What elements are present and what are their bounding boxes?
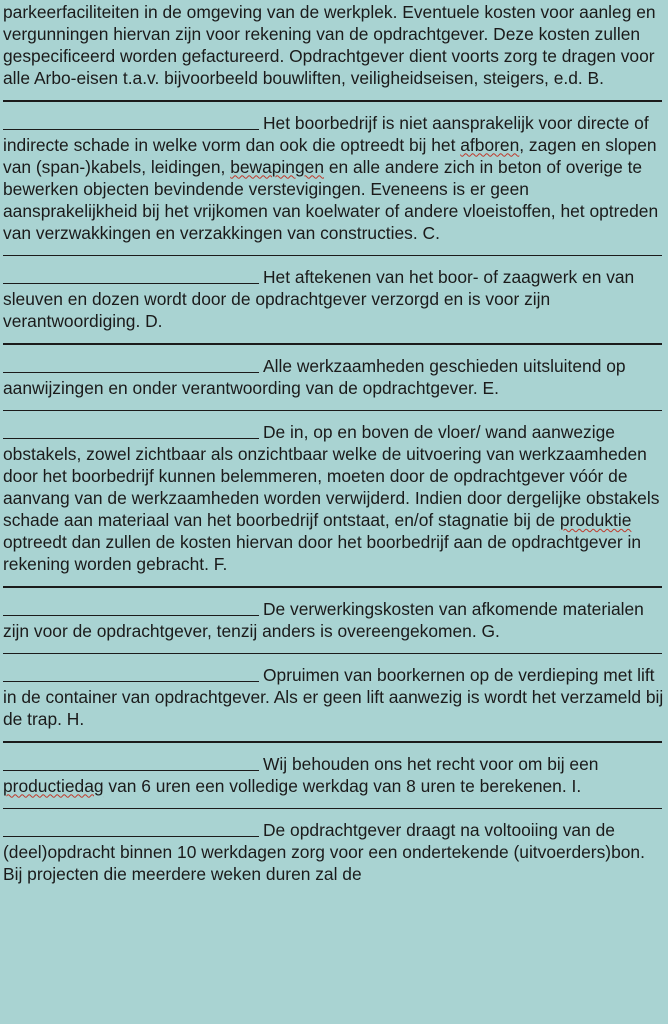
divider-line	[3, 410, 662, 412]
clause-d	[3, 343, 664, 399]
divider-line	[3, 255, 662, 257]
clause-text: De verwerkingskosten van afkomende materialen zijn voor de opdrachtgever, tenzij anders is overeengekomen. G.	[3, 598, 644, 641]
divider-line	[3, 100, 662, 102]
intro-paragraph: parkeerfaciliteiten in de omgeving van de werkplek. Eventuele kosten voor aanleg en vergunningen hiervan zijn voor rekening van de opdrachtgever. Deze kosten zullen gespecificeerd worden gefactureerd. Opdrachtgever dient voorts zorg te dragen voor alle Arbo-eisen t.a.v. bijvoorbeeld bouwliften, veiligheidseisen, steigers, e.d. B.	[3, 2, 656, 88]
clause-text: De in, op en boven de vloer/ wand aanwezige obstakels, zowel zichtbaar als onzichtbaar welke de uitvoering van werkzaamheden door het boorbedrijf kunnen belemmeren, moeten door de opdrachtgever vóór de aanvang van de werkzaamheden worden verwijderd. Indien door dergelijke obstakels schade aan materiaal van het boorbedrijf ontstaat, en/of stagnatie bij de produktie optreedt dan zullen de kosten hiervan door het boorbedrijf aan de opdrachtgever in rekening worden gebracht. F.	[3, 422, 660, 574]
divider-line	[3, 586, 662, 588]
clause-text: Alle werkzaamheden geschieden uitsluitend op aanwijzingen en onder verantwoording van de opdrachtgever. E.	[3, 355, 626, 398]
clause-text: Het aftekenen van het boor- of zaagwerk en van sleuven en dozen wordt door de opdrachtgever verzorgd en is voor zijn verantwoordiging. D.	[3, 267, 635, 331]
clause-b	[3, 100, 664, 244]
divider-line	[3, 808, 662, 810]
signature-blank[interactable]	[3, 597, 259, 616]
signature-blank[interactable]	[3, 818, 259, 837]
signature-blank[interactable]	[3, 663, 259, 682]
divider-line	[3, 741, 662, 743]
clause-c	[3, 255, 664, 333]
clause-text: De opdrachtgever draagt na voltooiing van de (deel)opdracht binnen 10 werkdagen zorg voor een ondertekende (uitvoerders)bon. Bij projecten die meerdere weken duren zal de	[3, 820, 645, 884]
spelling-flag: bewapingen	[230, 156, 324, 177]
clause-text: Wij behouden ons het recht voor om bij een productiedag van 6 uren een volledige werkdag van 8 uren te berekenen. I.	[3, 753, 599, 796]
signature-blank[interactable]	[3, 111, 259, 130]
clause-f	[3, 586, 664, 642]
signature-blank[interactable]	[3, 752, 259, 771]
clause-e	[3, 410, 664, 576]
spelling-flag: productiedag	[3, 775, 104, 796]
clause-text: Opruimen van boorkernen op de verdieping met lift in de container van opdrachtgever. Als er geen lift aanwezig is wordt het verzameld bij de trap. H.	[3, 665, 664, 729]
clause-text: Het boorbedrijf is niet aansprakelijk voor directe of indirecte schade in welke vorm dan ook die optreedt bij het afboren, zagen en slopen van (span-)kabels, leidingen, bewapingen en alle andere zich in beton of overige te bewerken objecten bevindende verstevigingen. Eveneens is er geen aansprakelijkheid bij het vrijkomen van koelwater of andere vloeistoffen, het optreden van verzwakkingen en verzakkingen van constructies. C.	[3, 112, 659, 243]
clause-i	[3, 808, 664, 886]
signature-blank[interactable]	[3, 265, 259, 284]
signature-blank[interactable]	[3, 354, 259, 373]
divider-line	[3, 653, 662, 655]
clause-g	[3, 653, 664, 731]
clause-h	[3, 741, 664, 797]
divider-line	[3, 343, 662, 345]
spelling-flag: produktie	[559, 510, 632, 530]
spelling-flag: afboren	[460, 134, 520, 155]
signature-blank[interactable]	[3, 420, 259, 439]
